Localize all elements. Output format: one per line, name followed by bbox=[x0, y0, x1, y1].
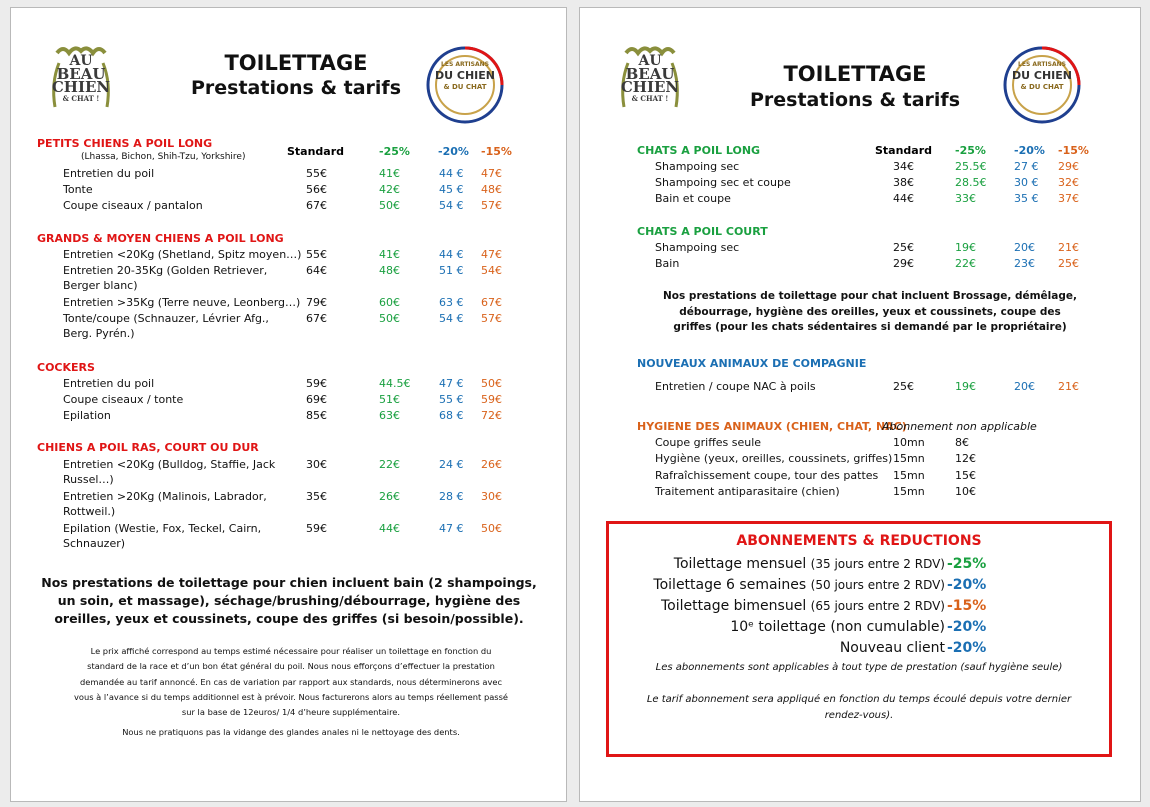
row-price-20: 23€ bbox=[1014, 257, 1035, 270]
seal-text-1: LES ARTISANS bbox=[441, 61, 489, 68]
dog-logo bbox=[618, 43, 682, 113]
section-title: CHATS A POIL LONG bbox=[637, 144, 761, 157]
row-label: Entretien 20-35Kg (Golden Retriever, Berger blanc) bbox=[63, 264, 268, 292]
row-price-15: 25€ bbox=[1058, 257, 1079, 270]
section-title: HYGIENE DES ANIMAUX (CHIEN, CHAT, NAC) bbox=[637, 420, 907, 433]
row-time: 10mn bbox=[893, 436, 925, 449]
section-title: GRANDS & MOYEN CHIENS A POIL LONG bbox=[37, 232, 284, 245]
header-20: -20% bbox=[1014, 144, 1045, 157]
artisan-seal-icon bbox=[425, 45, 505, 125]
logo-text-1: AU bbox=[638, 53, 662, 69]
row-price-15: 47€ bbox=[481, 167, 502, 180]
row-label: Entretien >20Kg (Malinois, Labrador, Rottweil.) bbox=[63, 490, 267, 518]
subscription-discount: -20% bbox=[947, 619, 987, 635]
artisan-seal-icon bbox=[1002, 45, 1082, 125]
header-standard: Standard bbox=[875, 144, 933, 157]
logo-text-3: CHIEN bbox=[620, 78, 680, 96]
row-price-20: 44 € bbox=[439, 248, 464, 261]
row-price-15: 26€ bbox=[481, 458, 502, 471]
row-label: Coupe ciseaux / pantalon bbox=[63, 199, 203, 212]
row-standard: 69€ bbox=[306, 393, 327, 406]
row-label: Epilation (Westie, Fox, Teckel, Cairn, Schnauzer) bbox=[63, 522, 262, 550]
row-price-15: 50€ bbox=[481, 522, 502, 535]
subscription-label: 10ᵉ toilettage (non cumulable) bbox=[730, 619, 945, 635]
dog-logo bbox=[49, 43, 113, 113]
row-price-15: 48€ bbox=[481, 183, 502, 196]
row-price-15: 72€ bbox=[481, 409, 502, 422]
row-standard: 67€ bbox=[306, 199, 327, 212]
row-price-15: 57€ bbox=[481, 312, 502, 325]
subscription-label: Toilettage bimensuel bbox=[661, 598, 811, 614]
row-time: 15mn bbox=[893, 485, 925, 498]
row-price-25: 51€ bbox=[379, 393, 400, 406]
logo-text-1: AU bbox=[69, 53, 93, 69]
row-price-25: 63€ bbox=[379, 409, 400, 422]
logo-text-4: & CHAT ! bbox=[62, 94, 100, 103]
row-price-15: 50€ bbox=[481, 377, 502, 390]
row-price-25: 44€ bbox=[379, 522, 400, 535]
row-label: Entretien >35Kg (Terre neuve, Leonberg…) bbox=[63, 296, 301, 309]
page-subtitle: Prestations & tarifs bbox=[749, 89, 961, 111]
row-standard: 56€ bbox=[306, 183, 327, 196]
row-standard: 44€ bbox=[893, 192, 914, 205]
seal-text-2: DU CHIEN bbox=[1012, 69, 1072, 82]
row-price-25: 50€ bbox=[379, 199, 400, 212]
row-price-20: 47 € bbox=[439, 377, 464, 390]
row-label: Shampoing sec et coupe bbox=[655, 176, 791, 189]
row-price-20: 20€ bbox=[1014, 241, 1035, 254]
row-price-25: 19€ bbox=[955, 380, 976, 393]
row-price-15: 32€ bbox=[1058, 176, 1079, 189]
subscription-row bbox=[609, 554, 945, 574]
subscriptions-box bbox=[606, 521, 1112, 757]
row-price-25: 28.5€ bbox=[955, 176, 987, 189]
header-25: -25% bbox=[379, 145, 410, 158]
header-15: -15% bbox=[481, 145, 512, 158]
row-standard: 67€ bbox=[306, 312, 327, 325]
section-title: CHIENS A POIL RAS, COURT OU DUR bbox=[37, 441, 259, 454]
row-price-15: 67€ bbox=[481, 296, 502, 309]
price-page-dogs bbox=[10, 7, 567, 802]
row-label: Traitement antiparasitaire (chien) bbox=[655, 485, 840, 498]
row-price-25: 41€ bbox=[379, 248, 400, 261]
row-label: Entretien <20Kg (Shetland, Spitz moyen…) bbox=[63, 248, 302, 261]
subscription-row bbox=[609, 575, 945, 595]
subscription-detail: (65 jours entre 2 RDV) bbox=[810, 599, 945, 613]
row-price: 12€ bbox=[955, 452, 976, 465]
row-price-25: 22€ bbox=[955, 257, 976, 270]
logo-text-4: & CHAT ! bbox=[631, 94, 669, 103]
header-15: -15% bbox=[1058, 144, 1089, 157]
row-label: Bain bbox=[655, 257, 680, 270]
row-price: 8€ bbox=[955, 436, 969, 449]
row-price-20: 27 € bbox=[1014, 160, 1039, 173]
subscription-detail: (35 jours entre 2 RDV) bbox=[810, 557, 945, 571]
row-price-25: 48€ bbox=[379, 264, 400, 277]
subscription-discount: -20% bbox=[947, 577, 987, 593]
header-20: -20% bbox=[438, 145, 469, 158]
row-price-25: 22€ bbox=[379, 458, 400, 471]
row-price-20: 20€ bbox=[1014, 380, 1035, 393]
row-price: 10€ bbox=[955, 485, 976, 498]
section-title: NOUVEAUX ANIMAUX DE COMPAGNIE bbox=[637, 357, 867, 370]
row-price-20: 68 € bbox=[439, 409, 464, 422]
section-title: PETITS CHIENS A POIL LONG bbox=[37, 137, 213, 150]
row-price: 15€ bbox=[955, 469, 976, 482]
row-price-15: 29€ bbox=[1058, 160, 1079, 173]
subscription-detail: (50 jours entre 2 RDV) bbox=[810, 578, 945, 592]
row-price-20: 54 € bbox=[439, 312, 464, 325]
row-label: Entretien / coupe NAC à poils bbox=[655, 380, 816, 393]
row-price-15: 59€ bbox=[481, 393, 502, 406]
logo-text-2: BEAU bbox=[625, 65, 675, 83]
row-price-15: 54€ bbox=[481, 264, 502, 277]
logo-text-2: BEAU bbox=[56, 65, 106, 83]
row-price-20: 51 € bbox=[439, 264, 464, 277]
row-price-25: 19€ bbox=[955, 241, 976, 254]
subscription-label: Nouveau client bbox=[839, 640, 945, 656]
row-label: Entretien <20Kg (Bulldog, Staffie, Jack Russel…) bbox=[63, 458, 276, 486]
row-price-20: 47 € bbox=[439, 522, 464, 535]
seal-text-1: LES ARTISANS bbox=[1018, 61, 1066, 68]
seal-text-3: & DU CHAT bbox=[1020, 83, 1064, 91]
seal-text-3: & DU CHAT bbox=[443, 83, 487, 91]
row-standard: 85€ bbox=[306, 409, 327, 422]
cat-includes-text: Nos prestations de toilettage pour chat incluent Brossage, démêlage, débourrage, hygiène des oreilles, yeux et coussinets, coupe des griffes (pour les chats sédentaires si demandé par le propriétaire) bbox=[663, 290, 1077, 333]
row-label: Hygiène (yeux, oreilles, coussinets, griffes) bbox=[655, 452, 893, 465]
section-title: COCKERS bbox=[37, 361, 95, 374]
row-price-20: 28 € bbox=[439, 490, 464, 503]
row-price-15: 30€ bbox=[481, 490, 502, 503]
subscription-row bbox=[609, 617, 945, 637]
row-price-15: 21€ bbox=[1058, 241, 1079, 254]
row-label: Rafraîchissement coupe, tour des pattes bbox=[655, 469, 879, 482]
page-title: TOILETTAGE bbox=[224, 51, 368, 75]
logo-text-3: CHIEN bbox=[51, 78, 111, 96]
row-standard: 30€ bbox=[306, 458, 327, 471]
subscription-discount: -25% bbox=[947, 556, 987, 572]
row-price-20: 63 € bbox=[439, 296, 464, 309]
row-label: Entretien du poil bbox=[63, 167, 155, 180]
row-price-25: 25.5€ bbox=[955, 160, 987, 173]
row-time: 15mn bbox=[893, 469, 925, 482]
row-price-20: 55 € bbox=[439, 393, 464, 406]
section-note: Abonnement non applicable bbox=[882, 420, 1037, 433]
row-price-25: 60€ bbox=[379, 296, 400, 309]
pricing-note: Le prix affiché correspond au temps estimé nécessaire pour réaliser un toilettage en fonction du standard de la race et d’un bon état général du poil. Nous nous efforçons d’effectuer la prestation demandée au tarif annoncé. En cas de variation par rapport aux standards, nous déterminerons avec vous à l’avance si du temps additionnel est à prévoir. Nous facturerons alors au temps réellement passé sur la base de 12euros/ 1/4 d’heure supplémentaire. bbox=[73, 646, 509, 718]
row-standard: 59€ bbox=[306, 522, 327, 535]
row-label: Coupe ciseaux / tonte bbox=[63, 393, 184, 406]
row-standard: 79€ bbox=[306, 296, 327, 309]
row-price-25: 42€ bbox=[379, 183, 400, 196]
row-standard: 59€ bbox=[306, 377, 327, 390]
row-price-20: 30 € bbox=[1014, 176, 1039, 189]
price-page-cats bbox=[579, 7, 1141, 802]
row-label: Shampoing sec bbox=[655, 241, 740, 254]
row-price-20: 54 € bbox=[439, 199, 464, 212]
row-standard: 64€ bbox=[306, 264, 327, 277]
row-standard: 55€ bbox=[306, 167, 327, 180]
row-label: Tonte bbox=[63, 183, 93, 196]
row-standard: 35€ bbox=[306, 490, 327, 503]
subscription-discount: -20% bbox=[947, 640, 987, 656]
subscription-discount: -15% bbox=[947, 598, 987, 614]
row-price-15: 57€ bbox=[481, 199, 502, 212]
row-price-20: 24 € bbox=[439, 458, 464, 471]
row-price-15: 37€ bbox=[1058, 192, 1079, 205]
page-subtitle: Prestations & tarifs bbox=[190, 77, 402, 99]
row-label: Entretien du poil bbox=[63, 377, 155, 390]
seal-text-2: DU CHIEN bbox=[435, 69, 495, 82]
subscription-row bbox=[609, 638, 945, 658]
row-standard: 25€ bbox=[893, 380, 914, 393]
row-price-20: 35 € bbox=[1014, 192, 1039, 205]
row-standard: 25€ bbox=[893, 241, 914, 254]
row-price-25: 26€ bbox=[379, 490, 400, 503]
header-standard: Standard bbox=[287, 145, 345, 158]
row-price-25: 33€ bbox=[955, 192, 976, 205]
subscription-note: Les abonnements sont applicables à tout type de prestation (sauf hygiène seule) bbox=[655, 662, 1063, 673]
row-label: Shampoing sec bbox=[655, 160, 740, 173]
row-standard: 29€ bbox=[893, 257, 914, 270]
subscription-note: Le tarif abonnement sera appliqué en fonction du temps écoulé depuis votre dernier rendez-vous). bbox=[646, 694, 1072, 721]
subscription-label: Toilettage 6 semaines bbox=[653, 577, 811, 593]
row-label: Tonte/coupe (Schnauzer, Lévrier Afg., Berg. Pyrén.) bbox=[63, 312, 269, 340]
row-price-20: 45 € bbox=[439, 183, 464, 196]
subscription-row bbox=[609, 596, 945, 616]
subscriptions-title: ABONNEMENTS & REDUCTIONS bbox=[736, 533, 982, 549]
row-price-15: 21€ bbox=[1058, 380, 1079, 393]
row-price-15: 47€ bbox=[481, 248, 502, 261]
header-25: -25% bbox=[955, 144, 986, 157]
row-label: Bain et coupe bbox=[655, 192, 731, 205]
row-standard: 38€ bbox=[893, 176, 914, 189]
row-price-25: 41€ bbox=[379, 167, 400, 180]
row-price-25: 44.5€ bbox=[379, 377, 411, 390]
dog-includes-text: Nos prestations de toilettage pour chien incluent bain (2 shampoings, un soin, et massage), séchage/brushing/débourrage, hygiène des oreilles, yeux et coussinets, coupe des griffes (si besoin/possible). bbox=[41, 575, 537, 626]
section-subtitle: (Lhassa, Bichon, Shih-Tzu, Yorkshire) bbox=[81, 152, 246, 162]
row-standard: 34€ bbox=[893, 160, 914, 173]
row-time: 15mn bbox=[893, 452, 925, 465]
row-standard: 55€ bbox=[306, 248, 327, 261]
page-title: TOILETTAGE bbox=[783, 62, 927, 86]
row-label: Coupe griffes seule bbox=[655, 436, 762, 449]
row-price-20: 44 € bbox=[439, 167, 464, 180]
row-label: Epilation bbox=[63, 409, 111, 422]
service-note: Nous ne pratiquons pas la vidange des glandes anales ni le nettoyage des dents. bbox=[122, 727, 460, 737]
subscription-label: Toilettage mensuel bbox=[673, 556, 811, 572]
section-title: CHATS A POIL COURT bbox=[637, 225, 768, 238]
row-price-25: 50€ bbox=[379, 312, 400, 325]
